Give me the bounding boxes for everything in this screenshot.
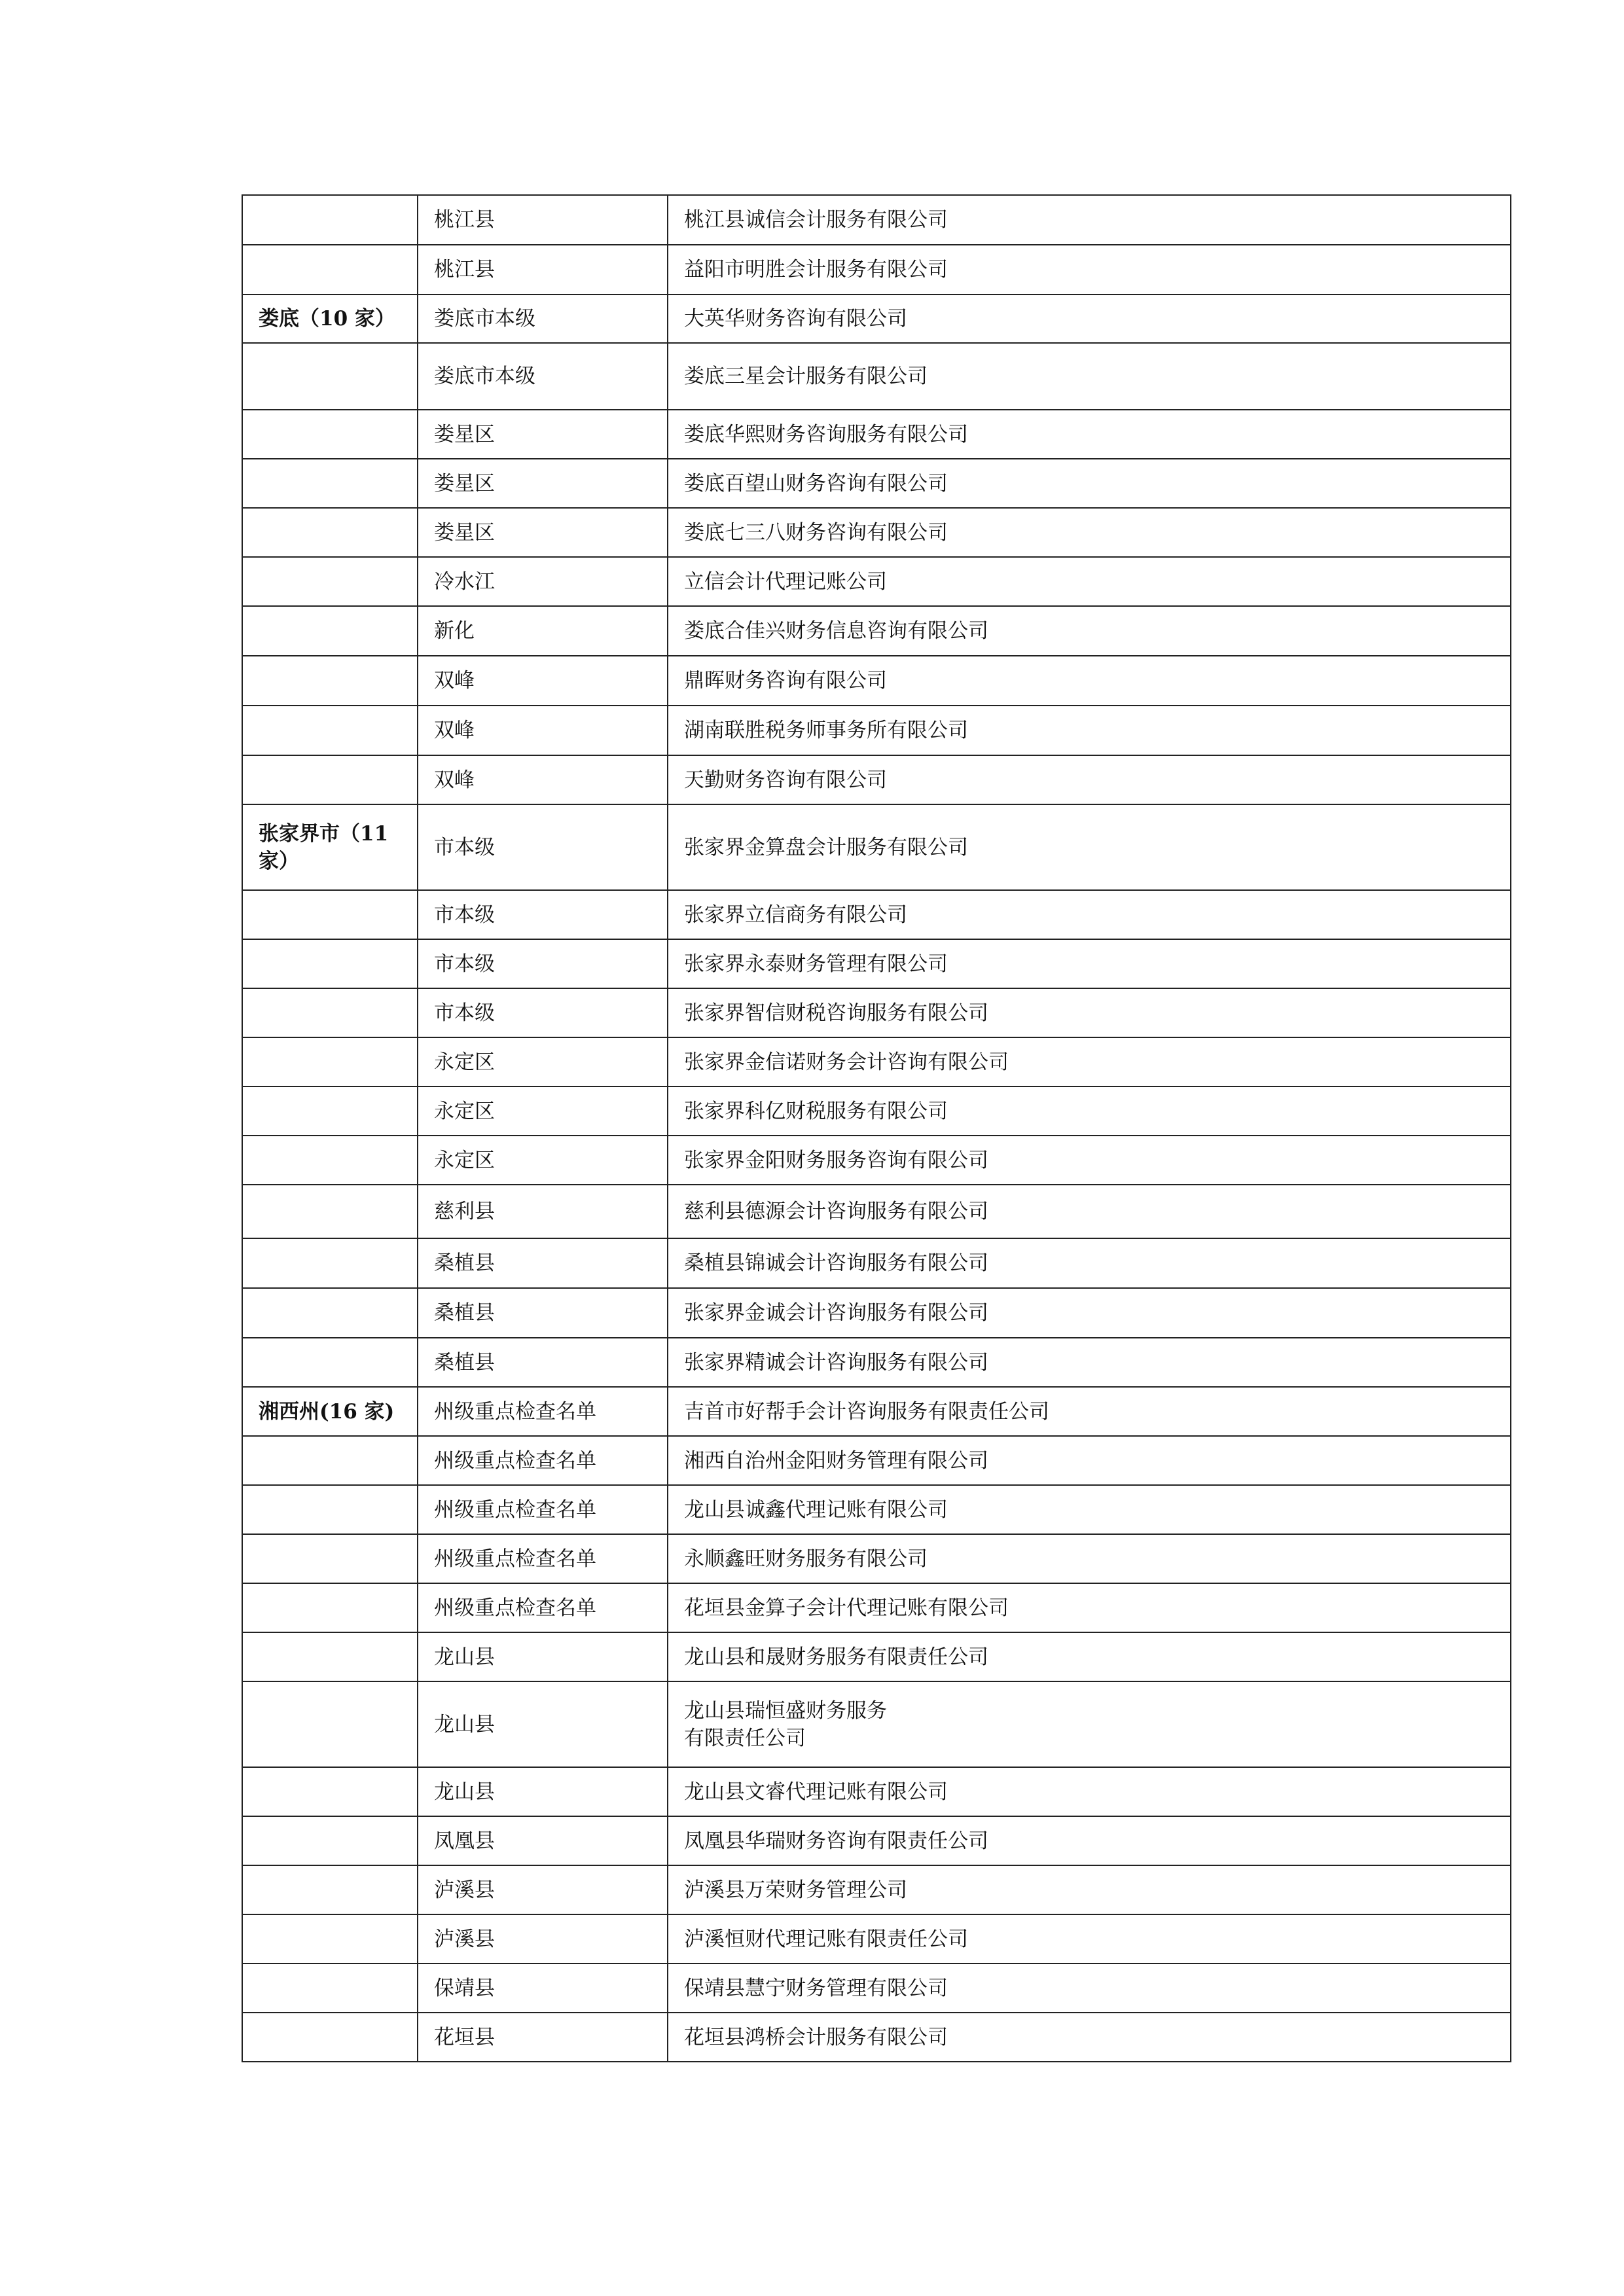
table-row — [242, 804, 1511, 890]
company-cell: 张家界金算盘会计服务有限公司 — [668, 804, 1511, 890]
table-row — [242, 1238, 1511, 1288]
company-cell: 永顺鑫旺财务服务有限公司 — [668, 1534, 1511, 1583]
company-cell: 桑植县锦诚会计咨询服务有限公司 — [668, 1238, 1511, 1288]
district-cell: 凤凰县 — [418, 1816, 668, 1865]
region-cell — [242, 245, 418, 295]
table-row — [242, 1485, 1511, 1534]
region-cell — [242, 1534, 418, 1583]
region-cell — [242, 1583, 418, 1632]
district-cell: 州级重点检查名单 — [418, 1485, 668, 1534]
region-cell — [242, 939, 418, 988]
district-cell: 泸溪县 — [418, 1914, 668, 1964]
region-cell — [242, 1136, 418, 1185]
district-cell: 永定区 — [418, 1037, 668, 1086]
company-cell: 泸溪恒财代理记账有限责任公司 — [668, 1914, 1511, 1964]
region-cell — [242, 1632, 418, 1681]
region-cell — [242, 508, 418, 557]
region-cell — [242, 1914, 418, 1964]
district-cell: 桑植县 — [418, 1338, 668, 1387]
company-cell: 保靖县慧宁财务管理有限公司 — [668, 1964, 1511, 2013]
company-cell: 张家界智信财税咨询服务有限公司 — [668, 988, 1511, 1037]
company-list-body — [242, 195, 1511, 2062]
table-row — [242, 1436, 1511, 1485]
region-cell — [242, 557, 418, 606]
district-cell: 桃江县 — [418, 245, 668, 295]
table-row — [242, 606, 1511, 656]
region-cell — [242, 1288, 418, 1338]
table-row — [242, 1681, 1511, 1767]
region-cell — [242, 459, 418, 508]
table-row — [242, 1136, 1511, 1185]
company-cell: 龙山县文睿代理记账有限公司 — [668, 1767, 1511, 1816]
table-row — [242, 1816, 1511, 1865]
table-row — [242, 1632, 1511, 1681]
district-cell: 泸溪县 — [418, 1865, 668, 1914]
company-cell: 娄底百望山财务咨询有限公司 — [668, 459, 1511, 508]
region-cell — [242, 656, 418, 706]
table-row — [242, 459, 1511, 508]
district-cell: 花垣县 — [418, 2013, 668, 2062]
district-cell: 永定区 — [418, 1136, 668, 1185]
region-cell — [242, 988, 418, 1037]
company-cell: 天勤财务咨询有限公司 — [668, 755, 1511, 804]
district-cell: 娄星区 — [418, 459, 668, 508]
table-row — [242, 557, 1511, 606]
table-row — [242, 508, 1511, 557]
district-cell: 娄底市本级 — [418, 343, 668, 410]
table-row — [242, 755, 1511, 804]
company-cell: 鼎晖财务咨询有限公司 — [668, 656, 1511, 706]
region-cell — [242, 706, 418, 755]
company-cell: 凤凰县华瑞财务咨询有限责任公司 — [668, 1816, 1511, 1865]
table-row — [242, 1964, 1511, 2013]
company-cell — [668, 1681, 1511, 1767]
company-cell: 湘西自治州金阳财务管理有限公司 — [668, 1436, 1511, 1485]
district-cell: 州级重点检查名单 — [418, 1534, 668, 1583]
region-cell — [242, 606, 418, 656]
company-cell: 张家界金信诺财务会计咨询有限公司 — [668, 1037, 1511, 1086]
table-row — [242, 1865, 1511, 1914]
company-cell: 花垣县鸿桥会计服务有限公司 — [668, 2013, 1511, 2062]
company-cell: 吉首市好帮手会计咨询服务有限责任公司 — [668, 1387, 1511, 1436]
table-row — [242, 343, 1511, 410]
district-cell: 娄星区 — [418, 410, 668, 459]
company-cell: 娄底华熙财务咨询服务有限公司 — [668, 410, 1511, 459]
company-cell: 娄底三星会计服务有限公司 — [668, 343, 1511, 410]
district-cell: 双峰 — [418, 706, 668, 755]
company-line: 龙山县瑞恒盛财务服务 — [684, 1698, 887, 1723]
table-row — [242, 706, 1511, 755]
district-cell: 市本级 — [418, 939, 668, 988]
company-cell: 娄底七三八财务咨询有限公司 — [668, 508, 1511, 557]
region-cell — [242, 1816, 418, 1865]
district-cell: 桑植县 — [418, 1288, 668, 1338]
table-row — [242, 410, 1511, 459]
region-cell — [242, 410, 418, 459]
company-cell: 立信会计代理记账公司 — [668, 557, 1511, 606]
table-row — [242, 1086, 1511, 1136]
district-cell: 冷水江 — [418, 557, 668, 606]
region-cell — [242, 1338, 418, 1387]
region-cell — [242, 1086, 418, 1136]
region-cell: 娄底（10 家） — [242, 295, 418, 343]
region-cell — [242, 1964, 418, 2013]
region-cell — [242, 1238, 418, 1288]
district-cell: 市本级 — [418, 890, 668, 939]
company-cell: 张家界立信商务有限公司 — [668, 890, 1511, 939]
table-row — [242, 2013, 1511, 2062]
district-cell: 桑植县 — [418, 1238, 668, 1288]
region-cell — [242, 343, 418, 410]
region-cell — [242, 1865, 418, 1914]
table-row — [242, 1914, 1511, 1964]
table-row — [242, 988, 1511, 1037]
company-cell: 泸溪县万荣财务管理公司 — [668, 1865, 1511, 1914]
company-cell: 慈利县德源会计咨询服务有限公司 — [668, 1185, 1511, 1238]
table-row — [242, 245, 1511, 295]
table-row — [242, 1037, 1511, 1086]
table-row — [242, 939, 1511, 988]
district-cell: 龙山县 — [418, 1632, 668, 1681]
company-line: 有限责任公司 — [684, 1726, 806, 1750]
region-cell — [242, 1037, 418, 1086]
region-cell — [242, 890, 418, 939]
table-row — [242, 1534, 1511, 1583]
district-cell: 州级重点检查名单 — [418, 1436, 668, 1485]
region-cell — [242, 2013, 418, 2062]
district-cell: 桃江县 — [418, 195, 668, 245]
company-cell: 娄底合佳兴财务信息咨询有限公司 — [668, 606, 1511, 656]
company-cell: 桃江县诚信会计服务有限公司 — [668, 195, 1511, 245]
region-cell — [242, 1185, 418, 1238]
district-cell: 双峰 — [418, 755, 668, 804]
region-cell — [242, 755, 418, 804]
district-cell: 娄星区 — [418, 508, 668, 557]
district-cell: 新化 — [418, 606, 668, 656]
district-cell: 保靖县 — [418, 1964, 668, 2013]
district-cell: 慈利县 — [418, 1185, 668, 1238]
table-row — [242, 1583, 1511, 1632]
region-cell — [242, 1485, 418, 1534]
region-cell: 张家界市（11 家） — [242, 804, 418, 890]
table-row — [242, 1767, 1511, 1816]
company-cell: 张家界金阳财务服务咨询有限公司 — [668, 1136, 1511, 1185]
table-row — [242, 1387, 1511, 1436]
company-list-table — [242, 194, 1511, 2062]
company-cell: 张家界永泰财务管理有限公司 — [668, 939, 1511, 988]
company-cell: 益阳市明胜会计服务有限公司 — [668, 245, 1511, 295]
region-cell — [242, 1436, 418, 1485]
district-cell: 州级重点检查名单 — [418, 1387, 668, 1436]
table-row — [242, 195, 1511, 245]
district-cell: 市本级 — [418, 988, 668, 1037]
table-row — [242, 295, 1511, 343]
district-cell: 龙山县 — [418, 1681, 668, 1767]
district-cell: 双峰 — [418, 656, 668, 706]
table-row — [242, 1185, 1511, 1238]
company-cell: 湖南联胜税务师事务所有限公司 — [668, 706, 1511, 755]
table-row — [242, 1338, 1511, 1387]
region-cell — [242, 195, 418, 245]
district-cell: 市本级 — [418, 804, 668, 890]
region-cell: 湘西州(16 家) — [242, 1387, 418, 1436]
district-cell: 永定区 — [418, 1086, 668, 1136]
company-cell: 大英华财务咨询有限公司 — [668, 295, 1511, 343]
district-cell: 州级重点检查名单 — [418, 1583, 668, 1632]
district-cell: 娄底市本级 — [418, 295, 668, 343]
company-cell: 张家界精诚会计咨询服务有限公司 — [668, 1338, 1511, 1387]
table-row — [242, 1288, 1511, 1338]
company-cell: 龙山县诚鑫代理记账有限公司 — [668, 1485, 1511, 1534]
table-row — [242, 890, 1511, 939]
region-cell — [242, 1767, 418, 1816]
company-cell: 张家界科亿财税服务有限公司 — [668, 1086, 1511, 1136]
company-cell: 花垣县金算子会计代理记账有限公司 — [668, 1583, 1511, 1632]
company-cell: 张家界金诚会计咨询服务有限公司 — [668, 1288, 1511, 1338]
company-cell: 龙山县和晟财务服务有限责任公司 — [668, 1632, 1511, 1681]
region-cell — [242, 1681, 418, 1767]
table-row — [242, 656, 1511, 706]
district-cell: 龙山县 — [418, 1767, 668, 1816]
